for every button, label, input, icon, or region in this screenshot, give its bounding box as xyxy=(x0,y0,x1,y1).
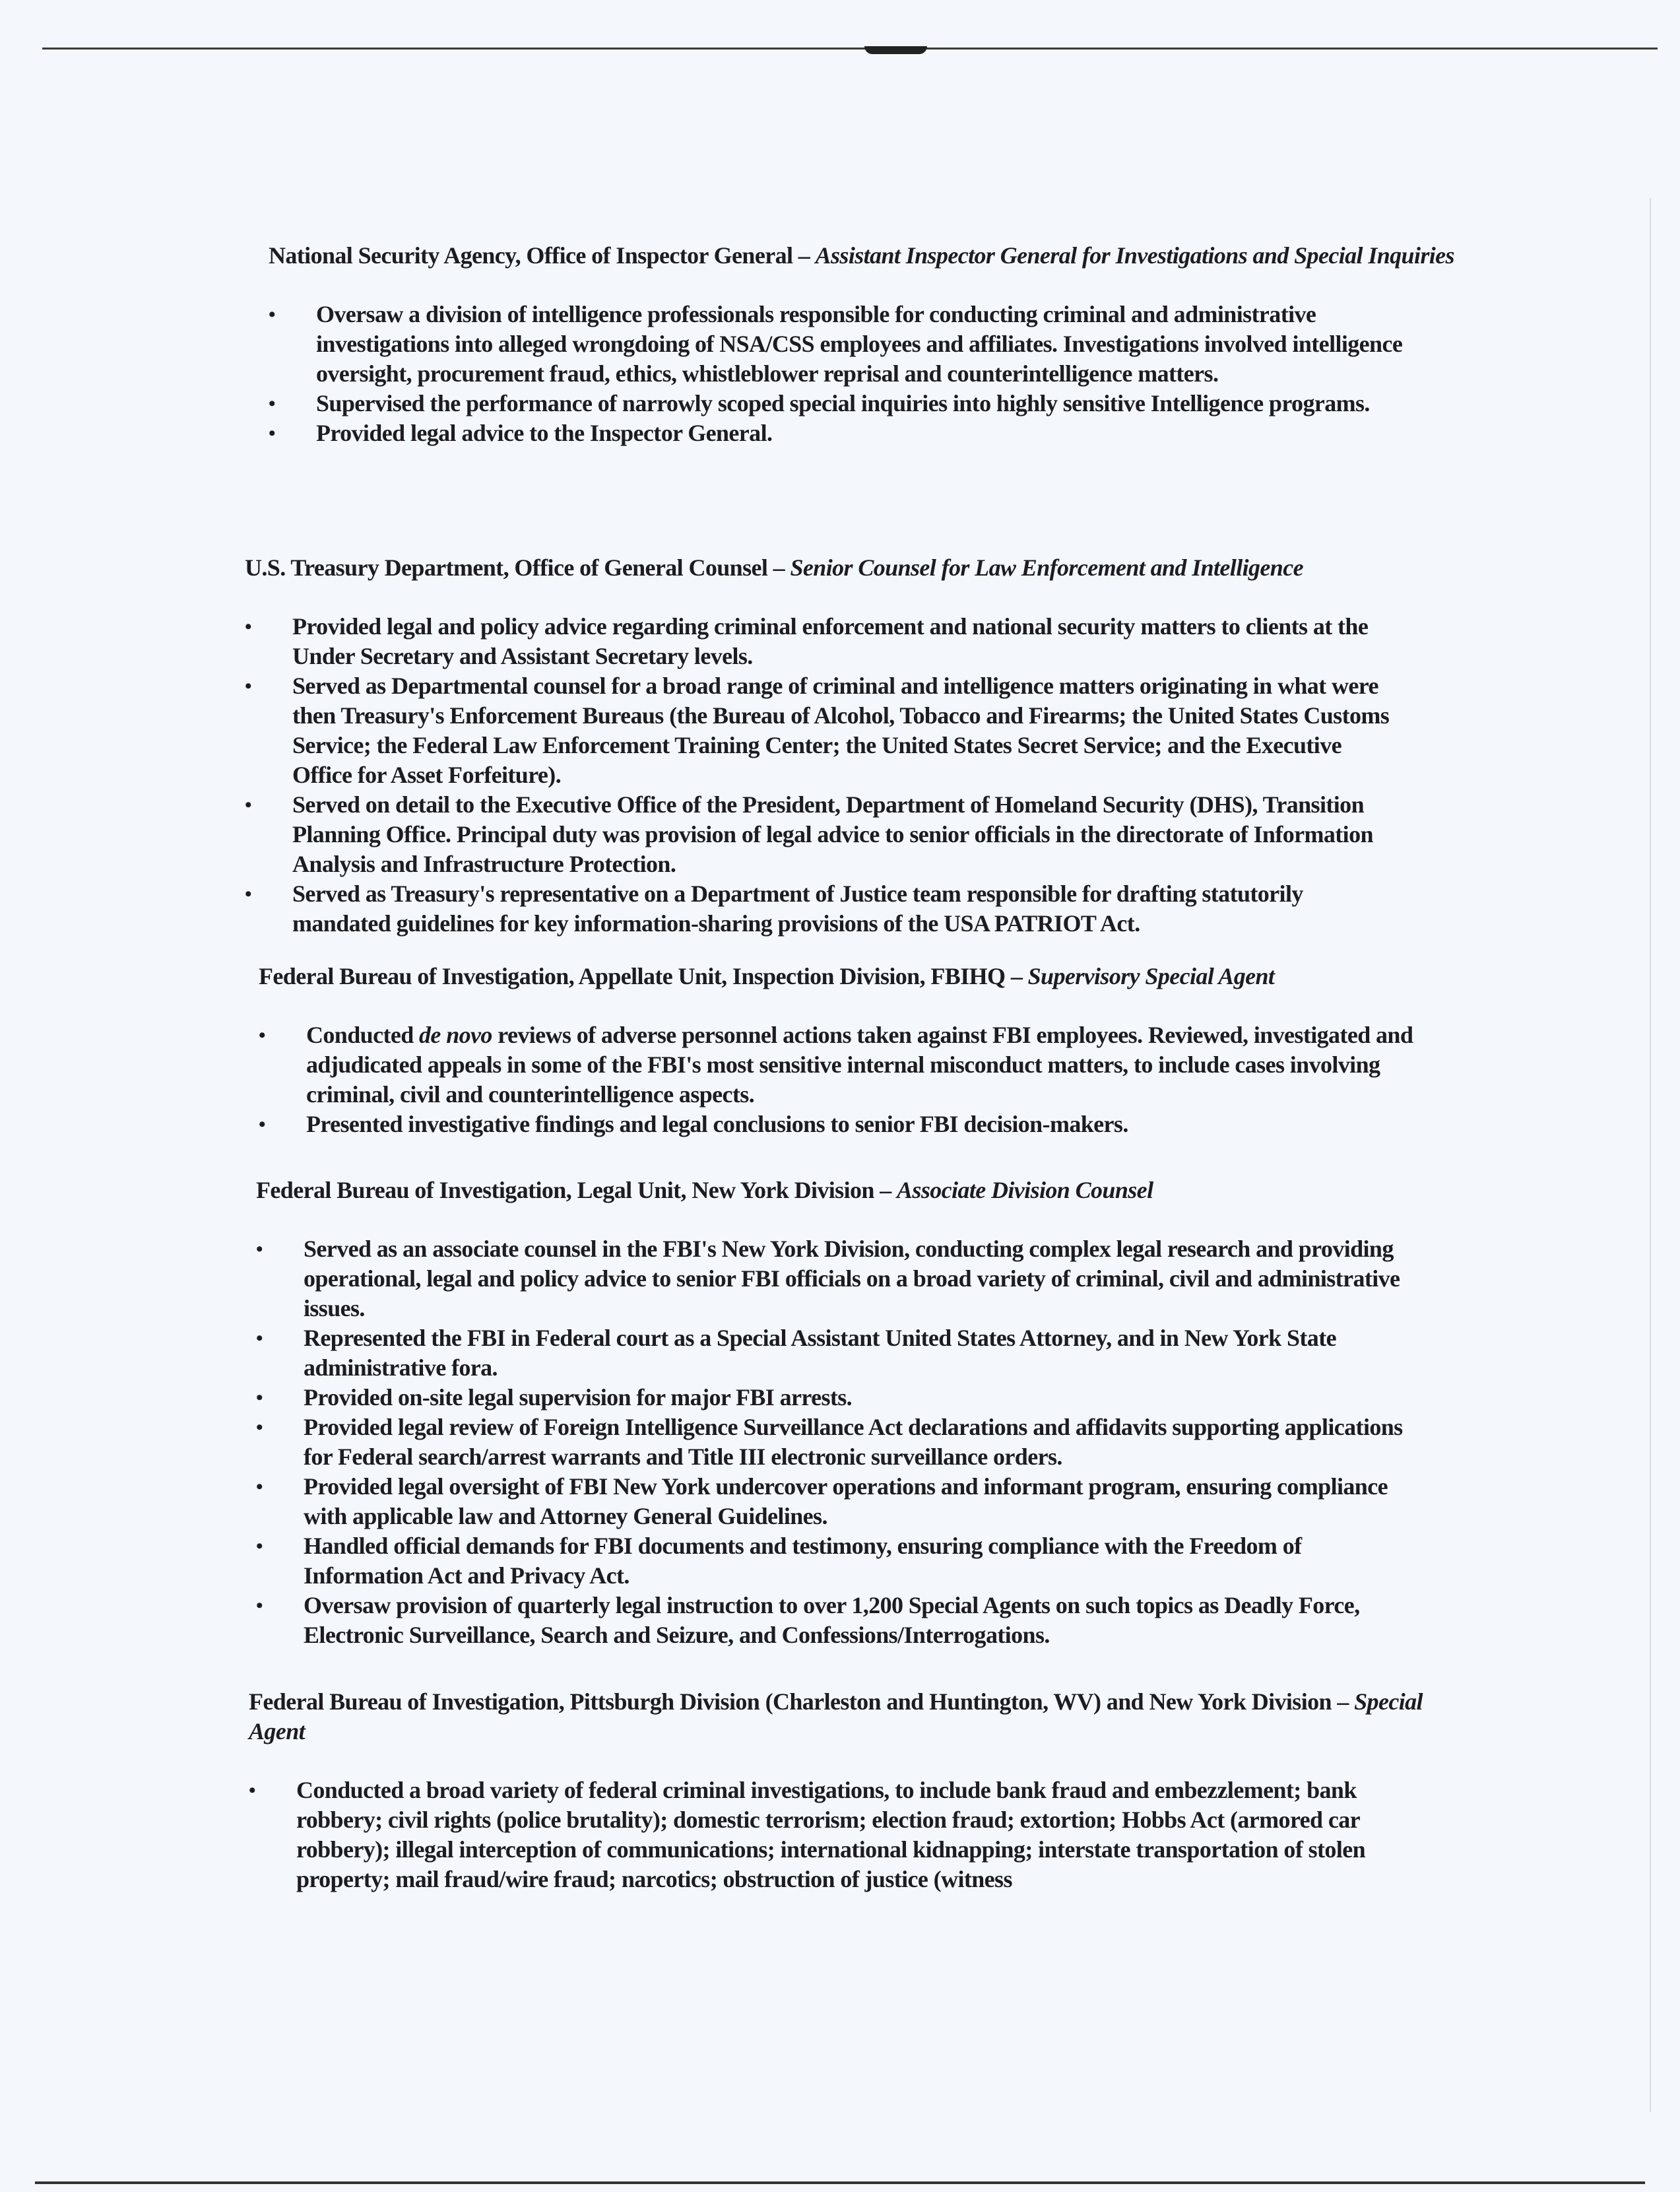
duties-list xyxy=(259,1020,1466,1139)
duty-text: Handled official demands for FBI documents and testimony, ensuring compliance with the Freedom of Information Act and Privacy Act. xyxy=(304,1533,1302,1589)
bullet-icon: • xyxy=(256,1387,263,1409)
bullet-icon: • xyxy=(259,1024,265,1046)
bullet-icon: • xyxy=(256,1327,263,1349)
bullet-icon: • xyxy=(256,1238,263,1260)
bullet-icon: • xyxy=(256,1476,263,1498)
list-item xyxy=(269,300,1425,389)
list-item xyxy=(245,612,1401,671)
duty-text: Provided legal oversight of FBI New York undercover operations and informant program, ensuring compliance with applicable law and Attorney General Guidelines. xyxy=(304,1473,1388,1529)
bullet-icon: • xyxy=(259,1113,265,1135)
bullet-icon: • xyxy=(245,794,251,816)
duties-list xyxy=(256,1234,1464,1650)
position-heading xyxy=(245,553,1452,583)
list-item xyxy=(256,1531,1412,1591)
list-item xyxy=(245,671,1401,790)
bullet-icon: • xyxy=(269,304,275,325)
list-item xyxy=(256,1234,1412,1323)
bullet-icon: • xyxy=(256,1535,263,1557)
list-item xyxy=(256,1472,1412,1531)
list-item xyxy=(269,389,1425,418)
list-item xyxy=(259,1110,1415,1139)
list-item xyxy=(256,1323,1412,1383)
organization: Federal Bureau of Investigation, Pittsburgh Division (Charleston and Huntington, WV) and New York Division – xyxy=(249,1688,1355,1715)
duty-text: Supervised the performance of narrowly scoped special inquiries into highly sensitive Intelligence programs. xyxy=(316,390,1370,416)
position-heading xyxy=(249,1687,1456,1746)
duty-text: Provided legal advice to the Inspector General. xyxy=(316,420,773,446)
duty-text: Presented investigative findings and legal conclusions to senior FBI decision-makers. xyxy=(306,1111,1128,1137)
duties-list xyxy=(269,300,1476,448)
duty-text: Served as an associate counsel in the FBI's New York Division, conducting complex legal research and providing operational, legal and policy advice to senior FBI officials on a broad variety of criminal, civil and administrative issues. xyxy=(304,1236,1400,1321)
bullet-icon: • xyxy=(269,422,275,444)
organization: Federal Bureau of Investigation, Appellate Unit, Inspection Division, FBIHQ – xyxy=(259,963,1028,989)
duty-text: Served as Treasury's representative on a Department of Justice team responsible for drafting statutorily mandated guidelines for key information-sharing provisions of the USA PATRIOT Act. xyxy=(292,880,1303,937)
bullet-icon: • xyxy=(256,1416,263,1438)
section-fbi-special-agent xyxy=(249,1687,1456,1894)
top-rule xyxy=(42,48,1658,50)
list-item xyxy=(245,879,1401,939)
list-item xyxy=(245,790,1401,879)
duty-text: Conducted a broad variety of federal criminal investigations, to include bank fraud and embezzlement; bank robbery; civil rights (police brutality); domestic terrorism; election fraud; extortion; Hobbs Act (armored car robbery); illegal interception of communications; international kidnapping; interstate transportation of stolen property; mail fraud/wire fraud; narcotics; obstruction of justice (witness xyxy=(296,1777,1366,1892)
duty-text: Served on detail to the Executive Office of the President, Department of Homeland Security (DHS), Transition Planning Office. Principal duty was provision of legal advice to senior officials in the directorate of Information Analysis and Infrastructure Protection. xyxy=(292,791,1373,877)
list-item xyxy=(256,1412,1412,1472)
bullet-icon: • xyxy=(245,675,251,697)
section-nsa-oig xyxy=(269,241,1476,448)
duty-text: Provided on-site legal supervision for major FBI arrests. xyxy=(304,1384,853,1411)
duty-text: Oversaw a division of intelligence professionals responsible for conducting criminal and administrative investigations into alleged wrongdoing of NSA/CSS employees and affiliates. Investigations involved intelligence oversight, procurement fraud, ethics, whistleblower reprisal and counterintelligence matters. xyxy=(316,301,1403,387)
bottom-rule xyxy=(35,2181,1645,2184)
organization: U.S. Treasury Department, Office of General Counsel – xyxy=(245,554,791,581)
list-item xyxy=(249,1776,1405,1894)
bullet-icon: • xyxy=(269,393,275,415)
duties-list xyxy=(249,1776,1456,1894)
position-heading xyxy=(269,241,1476,271)
list-item xyxy=(256,1591,1412,1650)
scan-edge xyxy=(1650,198,1651,2112)
bullet-icon: • xyxy=(245,883,251,905)
duty-text: Represented the FBI in Federal court as a Special Assistant United States Attorney, and in New York State administrative fora. xyxy=(304,1325,1336,1381)
duty-text: Oversaw provision of quarterly legal instruction to over 1,200 Special Agents on such topics as Deadly Force, Electronic Surveillance, Search and Seizure, and Confessions/Interrogations. xyxy=(304,1592,1360,1648)
job-title: Associate Division Counsel xyxy=(897,1177,1153,1203)
duty-text: Served as Departmental counsel for a broad range of criminal and intelligence matters originating in what were then Treasury's Enforcement Bureaus (the Bureau of Alcohol, Tobacco and Firearms; the United States Customs Service; the Federal Law Enforcement Training Center; the United States Secret Service; and the Executive Office for Asset Forfeiture). xyxy=(292,673,1390,788)
job-title: Senior Counsel for Law Enforcement and Intelligence xyxy=(790,554,1303,581)
section-fbi-legal-unit-ny xyxy=(256,1176,1464,1650)
duty-text: Provided legal and policy advice regarding criminal enforcement and national security matters to clients at the Under Secretary and Assistant Secretary levels. xyxy=(292,613,1369,669)
position-heading xyxy=(256,1176,1464,1205)
list-item xyxy=(256,1383,1412,1412)
duty-text: Conducted de novo reviews of adverse personnel actions taken against FBI employees. Reviewed, investigated and adjudicated appeals in some of the FBI's most sensitive internal misconduct matters, to include cases involving criminal, civil and counterintelligence aspects. xyxy=(306,1022,1413,1108)
bullet-icon: • xyxy=(245,616,251,638)
bullet-icon: • xyxy=(256,1595,263,1616)
scan-artifact xyxy=(864,46,927,54)
list-item xyxy=(269,418,1425,448)
duties-list xyxy=(245,612,1452,939)
list-item xyxy=(259,1020,1415,1110)
organization: Federal Bureau of Investigation, Legal Unit, New York Division – xyxy=(256,1177,897,1203)
duty-text: Provided legal review of Foreign Intelligence Surveillance Act declarations and affidavits supporting applications for Federal search/arrest warrants and Title III electronic surveillance orders. xyxy=(304,1414,1403,1470)
section-fbi-appellate-unit xyxy=(259,962,1466,1139)
bullet-icon: • xyxy=(249,1779,255,1801)
job-title: Special Agent xyxy=(249,1688,1423,1744)
organization: National Security Agency, Office of Inspector General – xyxy=(269,242,816,269)
job-title: Assistant Inspector General for Investigations and Special Inquiries xyxy=(815,242,1454,269)
section-treasury-ogc xyxy=(245,553,1452,939)
position-heading xyxy=(259,962,1466,991)
job-title: Supervisory Special Agent xyxy=(1027,963,1275,989)
